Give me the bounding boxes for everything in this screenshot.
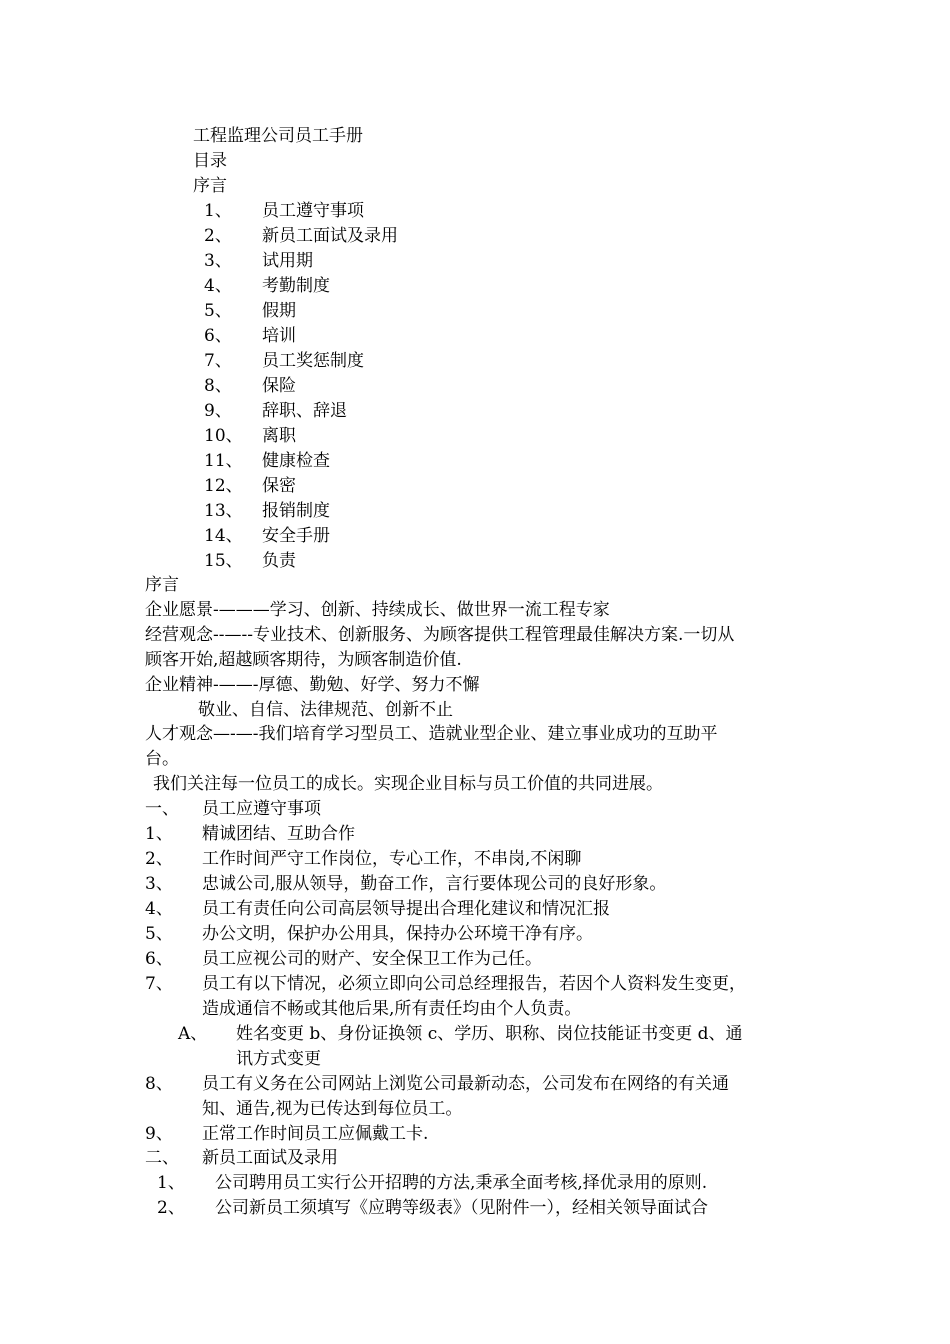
section-number: 二、 <box>145 1148 179 1168</box>
list-item-number: 1、 <box>145 824 173 844</box>
toc-item-number: 1、 <box>204 201 232 221</box>
list-item-text-continued: 知、通告,视为已传达到每位员工。 <box>202 1099 463 1119</box>
toc-item-label: 保险 <box>262 376 296 396</box>
toc-item-number: 6、 <box>204 326 232 346</box>
toc-item-label: 员工遵守事项 <box>262 201 364 221</box>
toc-item-number: 8、 <box>204 376 232 396</box>
talent-line: 人才观念—-—-我们培育学习型员工、造就业型企业、建立事业成功的互助平 <box>145 724 718 744</box>
toc-item-number: 7、 <box>204 351 232 371</box>
toc-item-label: 培训 <box>262 326 296 346</box>
sub-item-text-continued: 讯方式变更 <box>236 1049 321 1069</box>
toc-item-label: 保密 <box>262 476 296 496</box>
toc-item-label: 报销制度 <box>262 501 330 521</box>
toc-item-label: 安全手册 <box>262 526 330 546</box>
list-item-text: 忠诚公司,服从领导，勤奋工作，言行要体现公司的良好形象。 <box>202 874 667 894</box>
list-item-text: 员工应视公司的财产、安全保卫工作为己任。 <box>202 949 542 969</box>
toc-item-number: 11、 <box>204 451 243 471</box>
toc-item-label: 辞职、辞退 <box>262 401 347 421</box>
toc-preface-item: 序言 <box>193 176 227 196</box>
list-item-text: 公司聘用员工实行公开招聘的方法,秉承全面考核,择优录用的原则. <box>215 1173 708 1193</box>
toc-item-label: 考勤制度 <box>262 276 330 296</box>
list-item-number: 7、 <box>145 974 173 994</box>
list-item-number: 5、 <box>145 924 173 944</box>
toc-item-label: 试用期 <box>262 251 313 271</box>
list-item-number: 6、 <box>145 949 173 969</box>
section-title: 员工应遵守事项 <box>202 799 321 819</box>
toc-item-number: 4、 <box>204 276 232 296</box>
list-item-number: 9、 <box>145 1124 173 1144</box>
list-item-number: 8、 <box>145 1074 173 1094</box>
list-item-text: 正常工作时间员工应佩戴工卡. <box>202 1124 429 1144</box>
talent-line-continued: 台。 <box>145 749 179 769</box>
spirit-line-continued: 敬业、自信、法律规范、创新不止 <box>198 700 453 720</box>
toc-item-number: 15、 <box>204 551 243 571</box>
concept-line-continued: 顾客开始,超越顾客期待，为顾客制造价值. <box>145 650 462 670</box>
concept-line: 经营观念--—--专业技术、创新服务、为顾客提供工程管理最佳解决方案.一切从 <box>145 625 735 645</box>
vision-line: 企业愿景-———学习、创新、持续成长、做世界一流工程专家 <box>145 600 610 620</box>
list-item-text: 员工有以下情况，必须立即向公司总经理报告，若因个人资料发生变更， <box>202 974 746 994</box>
list-item-number: 2、 <box>145 849 173 869</box>
toc-item-number: 12、 <box>204 476 243 496</box>
sub-item-number: A、 <box>178 1024 208 1044</box>
toc-item-number: 10、 <box>204 426 243 446</box>
list-item-text: 员工有责任向公司高层领导提出合理化建议和情况汇报 <box>202 899 610 919</box>
toc-item-label: 新员工面试及录用 <box>262 226 398 246</box>
toc-item-label: 离职 <box>262 426 296 446</box>
list-item-number: 3、 <box>145 874 173 894</box>
toc-item-number: 2、 <box>204 226 232 246</box>
toc-item-number: 5、 <box>204 301 232 321</box>
document-title: 工程监理公司员工手册 <box>193 126 363 146</box>
section-title: 新员工面试及录用 <box>202 1148 338 1168</box>
list-item-number: 1、 <box>157 1173 185 1193</box>
toc-heading: 目录 <box>193 151 227 171</box>
toc-item-number: 9、 <box>204 401 232 421</box>
list-item-text: 公司新员工须填写《应聘等级表》（见附件一），经相关领导面试合 <box>215 1198 708 1218</box>
toc-item-number: 14、 <box>204 526 243 546</box>
toc-item-number: 3、 <box>204 251 232 271</box>
care-statement: 我们关注每一位员工的成长。实现企业目标与员工价值的共同进展。 <box>153 774 663 794</box>
toc-item-label: 假期 <box>262 301 296 321</box>
sub-item-text: 姓名变更 b、身份证换领 c、学历、职称、岗位技能证书变更 d、通 <box>236 1024 743 1044</box>
spirit-line: 企业精神-——-厚德、勤勉、好学、努力不懈 <box>145 675 480 695</box>
toc-item-label: 员工奖惩制度 <box>262 351 364 371</box>
toc-item-label: 负责 <box>262 551 296 571</box>
preface-heading: 序言 <box>145 575 179 595</box>
list-item-text-continued: 造成通信不畅或其他后果,所有责任均由个人负责。 <box>202 999 582 1019</box>
list-item-text: 工作时间严守工作岗位，专心工作，不串岗,不闲聊 <box>202 849 582 869</box>
section-number: 一、 <box>145 799 179 819</box>
list-item-text: 员工有义务在公司网站上浏览公司最新动态，公司发布在网络的有关通 <box>202 1074 729 1094</box>
list-item-text: 精诚团结、互助合作 <box>202 824 355 844</box>
list-item-number: 4、 <box>145 899 173 919</box>
list-item-text: 办公文明，保护办公用具，保持办公环境干净有序。 <box>202 924 593 944</box>
list-item-number: 2、 <box>157 1198 185 1218</box>
toc-item-label: 健康检查 <box>262 451 330 471</box>
toc-item-number: 13、 <box>204 501 243 521</box>
